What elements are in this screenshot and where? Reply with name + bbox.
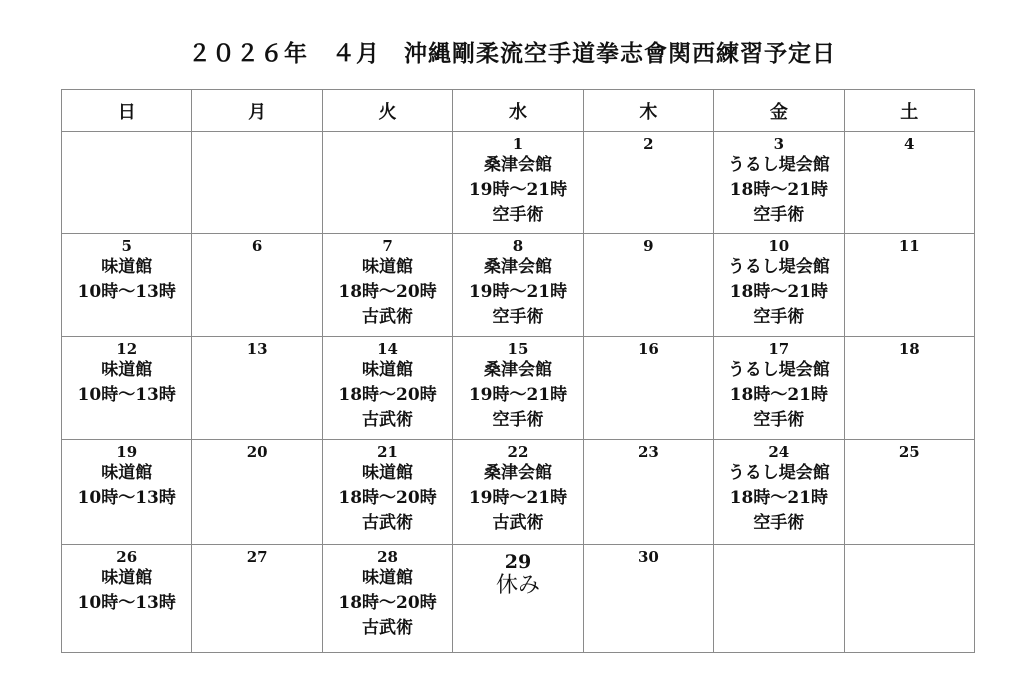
day-cell <box>192 545 322 653</box>
discipline-text: 古武術 <box>362 410 414 430</box>
discipline-text: 古武術 <box>362 307 414 327</box>
day-cell <box>192 234 322 337</box>
time-text: 18時～20時 <box>338 593 437 613</box>
day-cell <box>583 234 713 337</box>
time-text: 18時～21時 <box>729 488 828 508</box>
day-number: 27 <box>246 548 268 566</box>
day-cell <box>62 337 192 440</box>
weekday-header: 日 <box>62 90 192 132</box>
day-number: 20 <box>246 443 268 461</box>
day-number: 13 <box>246 340 268 358</box>
venue-text: 味道館 <box>101 568 153 588</box>
day-number: 11 <box>898 237 920 255</box>
day-number: 26 <box>116 548 138 566</box>
day-number: 29 <box>504 551 532 573</box>
venue-text: うるし堤会館 <box>727 257 830 277</box>
time-text: 10時～13時 <box>77 593 176 613</box>
day-number: 9 <box>643 237 654 255</box>
day-cell <box>62 440 192 545</box>
day-cell <box>322 545 452 653</box>
day-number: 7 <box>382 237 393 255</box>
day-cell <box>583 132 713 234</box>
weekday-header: 土 <box>844 90 974 132</box>
day-cell <box>844 132 974 234</box>
day-number: 30 <box>637 548 659 566</box>
weekday-header-row <box>62 90 975 132</box>
day-cell <box>192 337 322 440</box>
weekday-header: 金 <box>714 90 844 132</box>
week-row <box>62 234 975 337</box>
venue-text: 味道館 <box>362 360 414 380</box>
time-text: 10時～13時 <box>77 385 176 405</box>
venue-text: 桑津会館 <box>483 360 552 380</box>
day-cell <box>714 440 844 545</box>
time-text: 10時～13時 <box>77 488 176 508</box>
time-text: 18時～21時 <box>729 385 828 405</box>
weekday-header: 火 <box>322 90 452 132</box>
day-number: 14 <box>377 340 398 358</box>
day-cell <box>453 440 583 545</box>
day-number: 10 <box>768 237 790 255</box>
day-cell <box>192 440 322 545</box>
weekday-header: 水 <box>453 90 583 132</box>
venue-text: 桑津会館 <box>483 257 552 277</box>
week-row <box>62 440 975 545</box>
day-cell <box>322 234 452 337</box>
day-number: 19 <box>116 443 138 461</box>
day-cell-empty <box>844 545 974 653</box>
day-cell <box>583 440 713 545</box>
discipline-text: 空手術 <box>492 307 544 327</box>
day-number: 28 <box>377 548 398 566</box>
discipline-text: 古武術 <box>362 618 414 638</box>
time-text: 18時～20時 <box>338 488 437 508</box>
discipline-text: 空手術 <box>753 410 805 430</box>
time-text: 19時～21時 <box>468 180 568 200</box>
day-number: 1 <box>512 135 524 153</box>
day-cell-empty <box>62 132 192 234</box>
day-cell <box>453 234 583 337</box>
day-cell <box>844 440 974 545</box>
day-number: 8 <box>512 237 524 255</box>
day-number: 16 <box>637 340 659 358</box>
day-cell-empty <box>322 132 452 234</box>
day-cell-empty <box>192 132 322 234</box>
day-cell <box>583 545 713 653</box>
day-cell <box>583 337 713 440</box>
day-number: 17 <box>768 340 790 358</box>
venue-text: 味道館 <box>362 463 414 483</box>
day-number: 18 <box>898 340 920 358</box>
discipline-text: 古武術 <box>362 513 414 533</box>
venue-text: 味道館 <box>101 463 153 483</box>
discipline-text: 空手術 <box>492 410 544 430</box>
day-cell <box>714 337 844 440</box>
day-cell <box>714 132 844 234</box>
week-row <box>62 545 975 653</box>
day-cell <box>62 545 192 653</box>
venue-text: うるし堤会館 <box>727 463 830 483</box>
day-cell-empty <box>714 545 844 653</box>
day-cell <box>844 337 974 440</box>
day-number: 23 <box>637 443 659 461</box>
day-cell <box>453 132 583 234</box>
day-cell <box>322 440 452 545</box>
day-number: 6 <box>251 237 263 255</box>
venue-text: うるし堤会館 <box>727 360 830 380</box>
venue-text: 味道館 <box>362 257 414 277</box>
week-row <box>62 337 975 440</box>
day-cell <box>844 234 974 337</box>
weekday-header: 月 <box>192 90 322 132</box>
time-text: 19時～21時 <box>468 385 568 405</box>
venue-text: 味道館 <box>362 568 414 588</box>
discipline-text: 空手術 <box>753 513 805 533</box>
day-number: 4 <box>904 135 915 153</box>
venue-text: 桑津会館 <box>483 155 552 175</box>
day-number: 24 <box>768 443 790 461</box>
discipline-text: 空手術 <box>492 205 544 225</box>
calendar-table <box>61 89 975 653</box>
time-text: 18時～20時 <box>338 385 437 405</box>
venue-text: 味道館 <box>101 360 153 380</box>
discipline-text: 空手術 <box>753 307 805 327</box>
day-cell <box>62 234 192 337</box>
venue-text: うるし堤会館 <box>727 155 830 175</box>
venue-text: 味道館 <box>101 257 153 277</box>
day-number: 2 <box>643 135 654 153</box>
time-text: 19時～21時 <box>468 282 568 302</box>
discipline-text: 古武術 <box>492 513 544 533</box>
venue-text: 桑津会館 <box>483 463 552 483</box>
time-text: 18時～20時 <box>338 282 437 302</box>
day-number: 5 <box>121 237 132 255</box>
day-number: 12 <box>116 340 138 358</box>
day-number: 22 <box>507 443 529 461</box>
weekday-header: 木 <box>583 90 713 132</box>
day-number: 21 <box>377 443 398 461</box>
time-text: 18時～21時 <box>729 282 828 302</box>
page-title: ２０２６年 ４月 沖縄剛柔流空手道拳志會関西練習予定日 <box>188 40 836 67</box>
rest-day-text: 休み <box>495 573 540 598</box>
day-number: 25 <box>898 443 920 461</box>
day-number: 3 <box>773 135 785 153</box>
day-cell <box>453 545 583 653</box>
day-cell <box>453 337 583 440</box>
time-text: 18時～21時 <box>729 180 828 200</box>
time-text: 19時～21時 <box>468 488 568 508</box>
day-cell <box>322 337 452 440</box>
discipline-text: 空手術 <box>753 205 805 225</box>
day-cell <box>714 234 844 337</box>
time-text: 10時～13時 <box>77 282 176 302</box>
day-number: 15 <box>507 340 529 358</box>
week-row <box>62 132 975 234</box>
